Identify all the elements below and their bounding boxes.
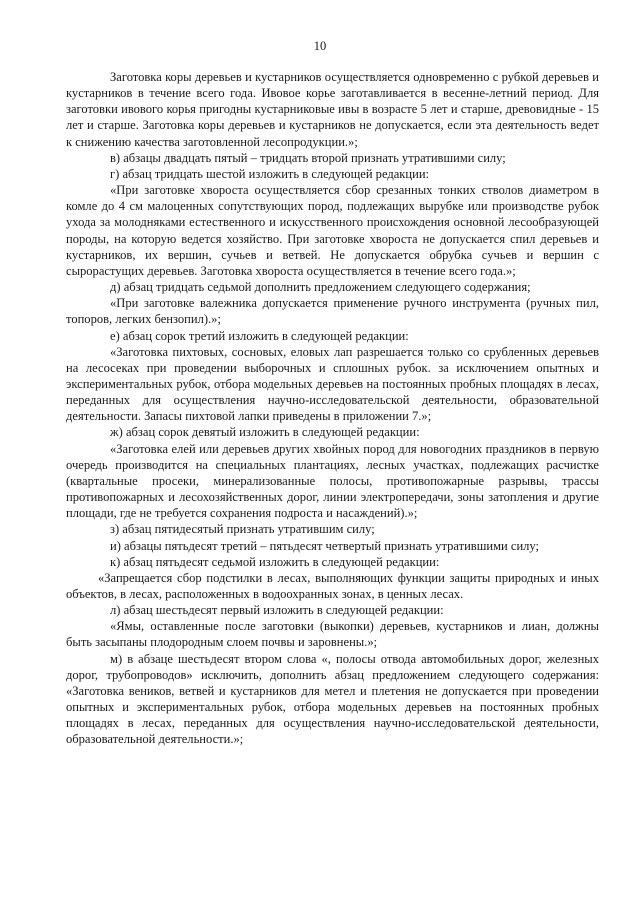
- paragraph-bark-harvesting: Заготовка коры деревьев и кустарников осуществляется одновременно с рубкой деревьев и кустарников в течение всего года. Ивовое корье заготавливается в весенне-летний период. Для заготовки ивового корья пригодны кустарниковые ивы в возрасте 5 лет и старше, древовидные - 15 лет и старше. Заготовка коры деревьев и кустарников не допускается, если эта деятельность ведет к снижению качества заготовленной лесопродукции.»;: [66, 70, 599, 149]
- paragraph-deadwood-quote: «При заготовке валежника допускается применение ручного инструмента (ручных пил, топоров, легких бензопил).»;: [66, 296, 599, 327]
- document-body: [66, 69, 599, 748]
- paragraph-christmas-trees-quote: «Заготовка елей или деревьев других хвойных пород для новогодних праздников в первую очередь производится на специальных плантациях, лесных участках, подлежащих расчистке (квартальные просеки, минерализованные полосы, противопожарные разрывы, трассы противопожарных и лесохозяйственных дорог, линии электропередачи, зоны затопления и другие площади, где не требуется сохранения подроста и насаждений).»;: [66, 441, 599, 521]
- paragraph-pits-quote: «Ямы, оставленные после заготовки (выкопки) деревьев, кустарников и лиан, должны быть засыпаны плодородным слоем почвы и заровнены.»;: [66, 619, 599, 650]
- paragraph-item-d: д) абзац тридцать седьмой дополнить предложением следующего содержания;: [110, 280, 531, 295]
- paragraph-item-z: з) абзац пятидесятый признать утратившим силу;: [110, 522, 375, 537]
- paragraph-brushwood-quote: «При заготовке хвороста осуществляется сбор срезанных тонких стволов диаметром в комле до 4 см малоценных сопутствующих пород, подлежащих вырубке или производстве рубок ухода за молодняками естественного и искусственного происхождения основной лесообразующей породы, на которую ведется хозяйство. При заготовке хвороста не допускается спил деревьев и кустарников, их вершин, сучьев и ветвей. Не допускается обрубка сучьев и вершин с сырорастущих деревьев. Заготовка хвороста осуществляется в течение всего года.»;: [66, 183, 599, 278]
- paragraph-item-l: л) абзац шестьдесят первый изложить в следующей редакции:: [110, 603, 444, 618]
- paragraph-item-g: г) абзац тридцать шестой изложить в следующей редакции:: [110, 166, 430, 181]
- paragraph-item-v: в) абзацы двадцать пятый – тридцать второй признать утратившими силу;: [110, 150, 506, 165]
- paragraph-fir-branches-quote: «Заготовка пихтовых, сосновых, еловых лап разрешается только со срубленных деревьев на лесосеках при проведении выборочных и сплошных рубок. за исключением опытных и экспериментальных рубок, отбора модельных деревьев на постоянных пробных площадях в лесах, переданных для осуществления научно-исследовательской деятельности, образовательной деятельности. Запасы пихтовой лапки приведены в приложении 7.»;: [66, 344, 599, 424]
- page-number: 10: [313, 39, 327, 53]
- paragraph-item-m: м) в абзаце шестьдесят втором слова «, полосы отвода автомобильных дорог, железных дорог, трубопроводов» исключить, дополнить абзац предложением следующего содержания: «Заготовка веников, ветвей и кустарников для метел и плетения не допускается при проведении опытных и экспериментальных рубок, отбора модельных деревьев на постоянных пробных площадях в лесах, переданных для осуществления научно-исследовательской деятельности, образовательной деятельности.»;: [66, 651, 599, 747]
- paragraph-item-i: и) абзацы пятьдесят третий – пятьдесят четвертый признать утратившими силу;: [110, 538, 540, 553]
- paragraph-item-zh: ж) абзац сорок девятый изложить в следующей редакции:: [110, 425, 420, 440]
- paragraph-litter-quote: «Запрещается сбор подстилки в лесах, выполняющих функции защиты природных и иных объектов, в лесах, расположенных в водоохранных зонах, в ценных лесах.: [66, 570, 599, 601]
- paragraph-item-e: е) абзац сорок третий изложить в следующей редакции:: [110, 328, 409, 343]
- paragraph-item-k: к) абзац пятьдесят седьмой изложить в следующей редакции:: [110, 554, 440, 569]
